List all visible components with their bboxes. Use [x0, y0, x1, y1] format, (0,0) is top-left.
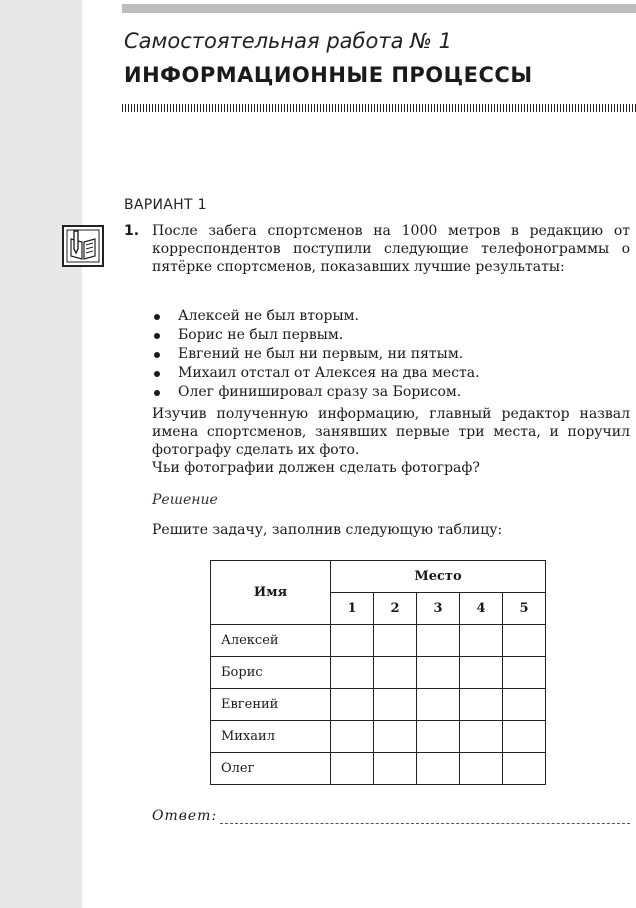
table-cell[interactable] [460, 689, 503, 721]
table-row [211, 657, 546, 689]
place-number: 4 [460, 593, 503, 625]
athlete-name: Борис [211, 657, 331, 689]
place-header: Место [331, 561, 546, 593]
facts-list [152, 307, 480, 402]
table-cell[interactable] [331, 657, 374, 689]
table-cell[interactable] [331, 689, 374, 721]
table-cell[interactable] [417, 625, 460, 657]
table-cell[interactable] [331, 753, 374, 785]
list-item: Евгений не был ни первым, ни пятым. [152, 345, 480, 364]
side-margin-strip [0, 0, 82, 908]
table-cell[interactable] [374, 625, 417, 657]
place-number: 5 [503, 593, 546, 625]
table-cell[interactable] [417, 689, 460, 721]
athlete-name: Алексей [211, 625, 331, 657]
table-row [211, 689, 546, 721]
work-subtitle: Самостоятельная работа № 1 [124, 29, 452, 53]
task-number: 1. [124, 223, 140, 239]
table-cell[interactable] [374, 753, 417, 785]
list-item: Олег финишировал сразу за Борисом. [152, 383, 480, 402]
table-cell[interactable] [460, 721, 503, 753]
task-intro: После забега спортсменов на 1000 метров в редакцию от корреспондентов поступили следующие телефонограммы о пятёрке спортсменов, показавших лучшие результаты: [152, 223, 630, 275]
table-cell[interactable] [460, 753, 503, 785]
place-number: 3 [417, 593, 460, 625]
answer-table [210, 560, 546, 785]
answer-label: Ответ: [152, 808, 218, 824]
list-item: Алексей не был вторым. [152, 307, 480, 326]
place-number: 2 [374, 593, 417, 625]
table-row [211, 753, 546, 785]
table-cell[interactable] [417, 753, 460, 785]
table-cell[interactable] [417, 657, 460, 689]
instruction-text: Решите задачу, заполнив следующую таблицу: [152, 522, 503, 538]
answer-line[interactable] [220, 823, 630, 824]
table-row [211, 625, 546, 657]
solution-label: Решение [152, 492, 218, 508]
table-cell[interactable] [417, 721, 460, 753]
name-header: Имя [211, 561, 331, 625]
page-title: ИНФОРМАЦИОННЫЕ ПРОЦЕССЫ [124, 63, 533, 87]
athlete-name: Михаил [211, 721, 331, 753]
table-cell[interactable] [374, 721, 417, 753]
list-item: Михаил отстал от Алексея на два места. [152, 364, 480, 383]
variant-label: ВАРИАНТ 1 [124, 197, 207, 213]
table-cell[interactable] [374, 689, 417, 721]
task-question: Изучив полученную информацию, главный редактор назвал имена спортсменов, занявших первые три места, и поручил фотографу сделать их фото. [152, 406, 630, 458]
table-cell[interactable] [374, 657, 417, 689]
table-cell[interactable] [503, 721, 546, 753]
table-cell[interactable] [460, 625, 503, 657]
header-rule [122, 104, 636, 112]
task-question-2: Чьи фотографии должен сделать фотограф? [152, 460, 480, 476]
place-number: 1 [331, 593, 374, 625]
athlete-name: Олег [211, 753, 331, 785]
athlete-name: Евгений [211, 689, 331, 721]
table-row [211, 721, 546, 753]
table-cell[interactable] [331, 721, 374, 753]
book-pencil-icon [62, 225, 104, 267]
table-cell[interactable] [460, 657, 503, 689]
table-cell[interactable] [503, 657, 546, 689]
header-bar [122, 4, 636, 13]
table-cell[interactable] [503, 625, 546, 657]
list-item: Борис не был первым. [152, 326, 480, 345]
table-cell[interactable] [331, 625, 374, 657]
table-cell[interactable] [503, 753, 546, 785]
table-cell[interactable] [503, 689, 546, 721]
